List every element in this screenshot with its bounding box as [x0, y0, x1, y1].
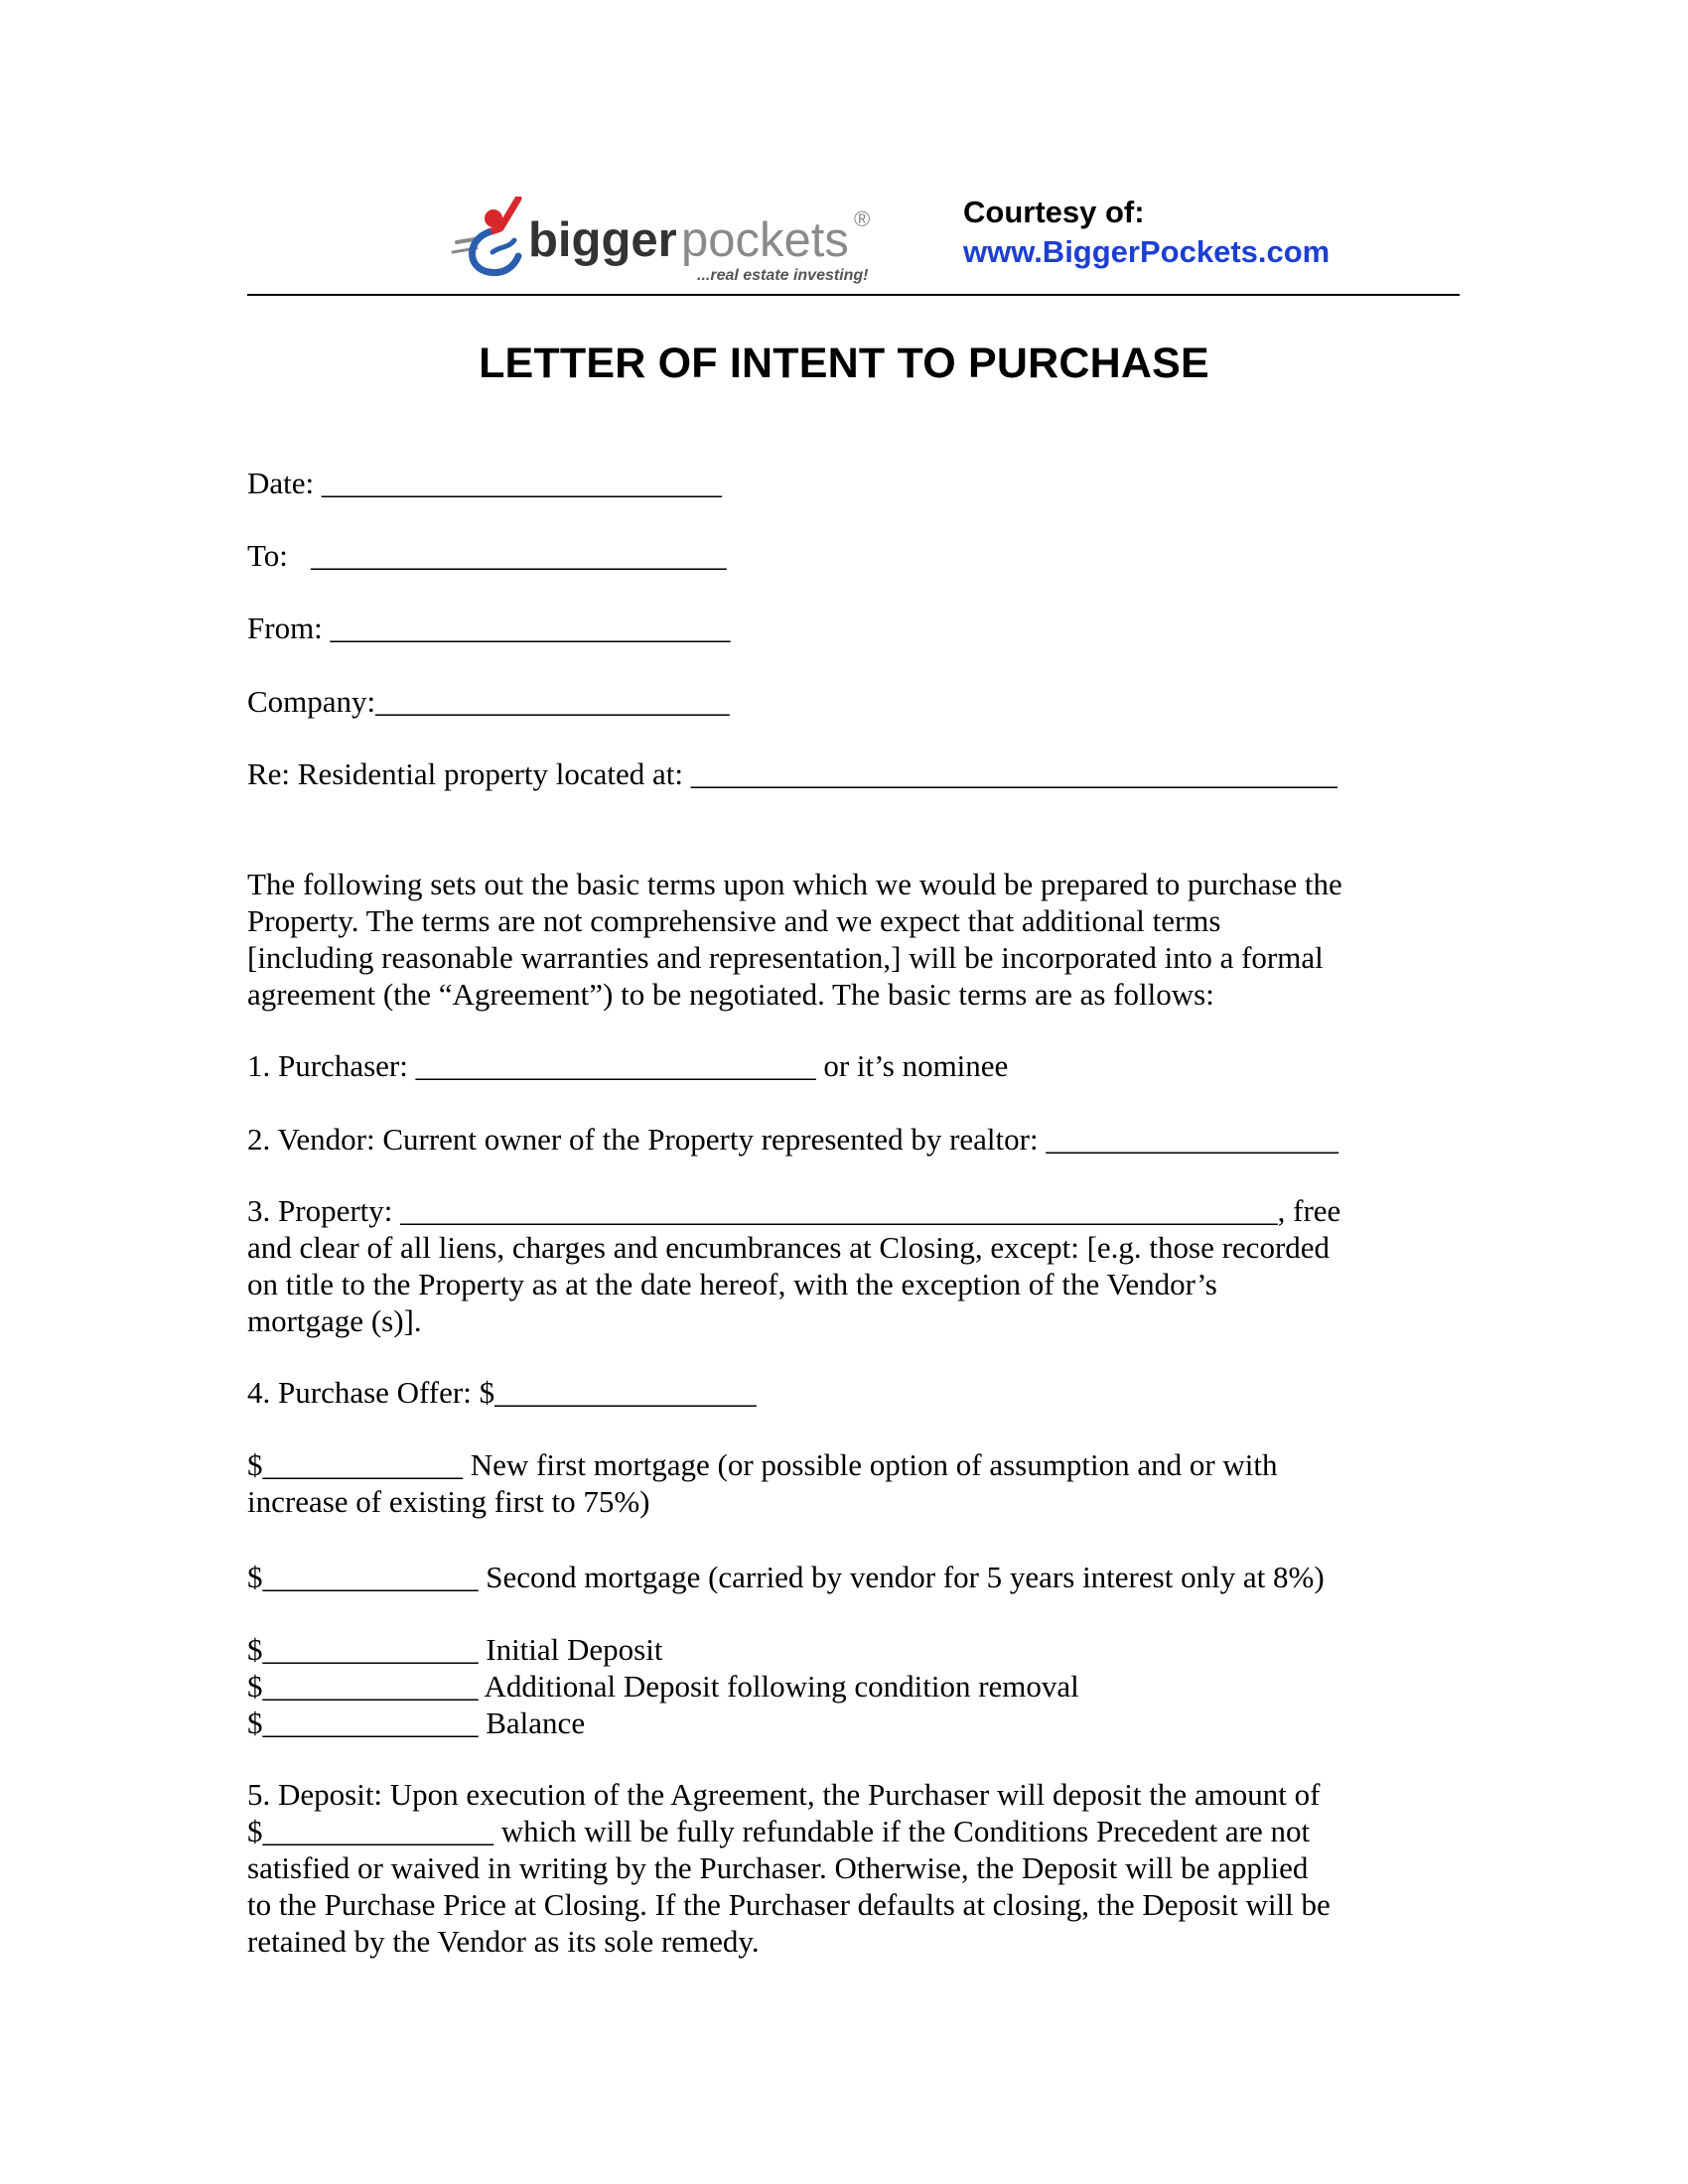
- intro-line: [including reasonable warranties and representation,] will be incorporated into a formal: [247, 940, 1324, 975]
- property-line: mortgage (s)].: [247, 1303, 422, 1338]
- biggerpockets-logo: [449, 197, 886, 288]
- term-purchaser: 1. Purchaser: __________________________ or it’s nominee: [247, 1048, 1009, 1083]
- courtesy-label: Courtesy of:: [963, 195, 1145, 229]
- intro-line: The following sets out the basic terms upon which we would be prepared to purchase the: [247, 867, 1342, 901]
- courtesy-block: [963, 193, 1330, 272]
- logo-figure-icon: [453, 199, 518, 273]
- logo-brand-light: pockets: [681, 213, 849, 267]
- term-vendor: 2. Vendor: Current owner of the Property represented by realtor: ___________________: [247, 1122, 1338, 1157]
- new-first-mortgage: [247, 1446, 1429, 1520]
- logo-registered-mark: ®: [854, 206, 871, 231]
- property-line: 3. Property: _________________________________________________________, free: [247, 1193, 1341, 1228]
- date-field: Date: __________________________: [247, 466, 722, 500]
- intro-line: agreement (the “Agreement”) to be negotiated. The basic terms are as follows:: [247, 977, 1214, 1012]
- term-property: [247, 1192, 1429, 1339]
- deposit-line: $_______________ which will be fully refundable if the Conditions Precedent are not: [247, 1814, 1311, 1848]
- to-field: To: ___________________________: [247, 538, 727, 573]
- intro-paragraph: [247, 866, 1429, 1013]
- from-field: From: __________________________: [247, 611, 731, 645]
- deposit-line: retained by the Vendor as its sole remedy.: [247, 1924, 760, 1959]
- property-line: on title to the Property as at the date hereof, with the exception of the Vendor’s: [247, 1267, 1217, 1301]
- deposit-line: 5. Deposit: Upon execution of the Agreement, the Purchaser will deposit the amount of: [247, 1777, 1321, 1812]
- mortgage-line: $_____________ New first mortgage (or possible option of assumption and or with: [247, 1447, 1278, 1482]
- deposit-line: to the Purchase Price at Closing. If the Purchaser defaults at closing, the Deposit will be: [247, 1887, 1331, 1922]
- second-mortgage: $______________ Second mortgage (carried by vendor for 5 years interest only at 8%): [247, 1560, 1325, 1594]
- property-address-field: Re: Residential property located at: __________________________________________: [247, 756, 1337, 791]
- balance-line: $______________ Balance: [247, 1706, 586, 1740]
- initial-deposit-line: $______________ Initial Deposit: [247, 1632, 663, 1667]
- logo-brand-bold: bigger: [528, 213, 677, 267]
- deposit-line: satisfied or waived in writing by the Purchaser. Otherwise, the Deposit will be applied: [247, 1850, 1309, 1885]
- additional-deposit-line: $______________ Additional Deposit following condition removal: [247, 1669, 1079, 1704]
- intro-line: Property. The terms are not comprehensive and we expect that additional terms: [247, 903, 1221, 938]
- header-divider: [247, 294, 1460, 296]
- logo-tagline: ...real estate investing!: [697, 267, 869, 284]
- term-purchase-offer: 4. Purchase Offer: $_________________: [247, 1375, 757, 1410]
- mortgage-line: increase of existing first to 75%): [247, 1484, 650, 1519]
- document-title: LETTER OF INTENT TO PURCHASE: [479, 340, 1209, 387]
- deposit-amounts: [247, 1631, 1429, 1741]
- company-field: Company:_______________________: [247, 684, 730, 719]
- property-line: and clear of all liens, charges and encumbrances at Closing, except: [e.g. those recorded: [247, 1230, 1331, 1265]
- term-deposit: [247, 1776, 1429, 1960]
- courtesy-link[interactable]: www.BiggerPockets.com: [963, 234, 1331, 269]
